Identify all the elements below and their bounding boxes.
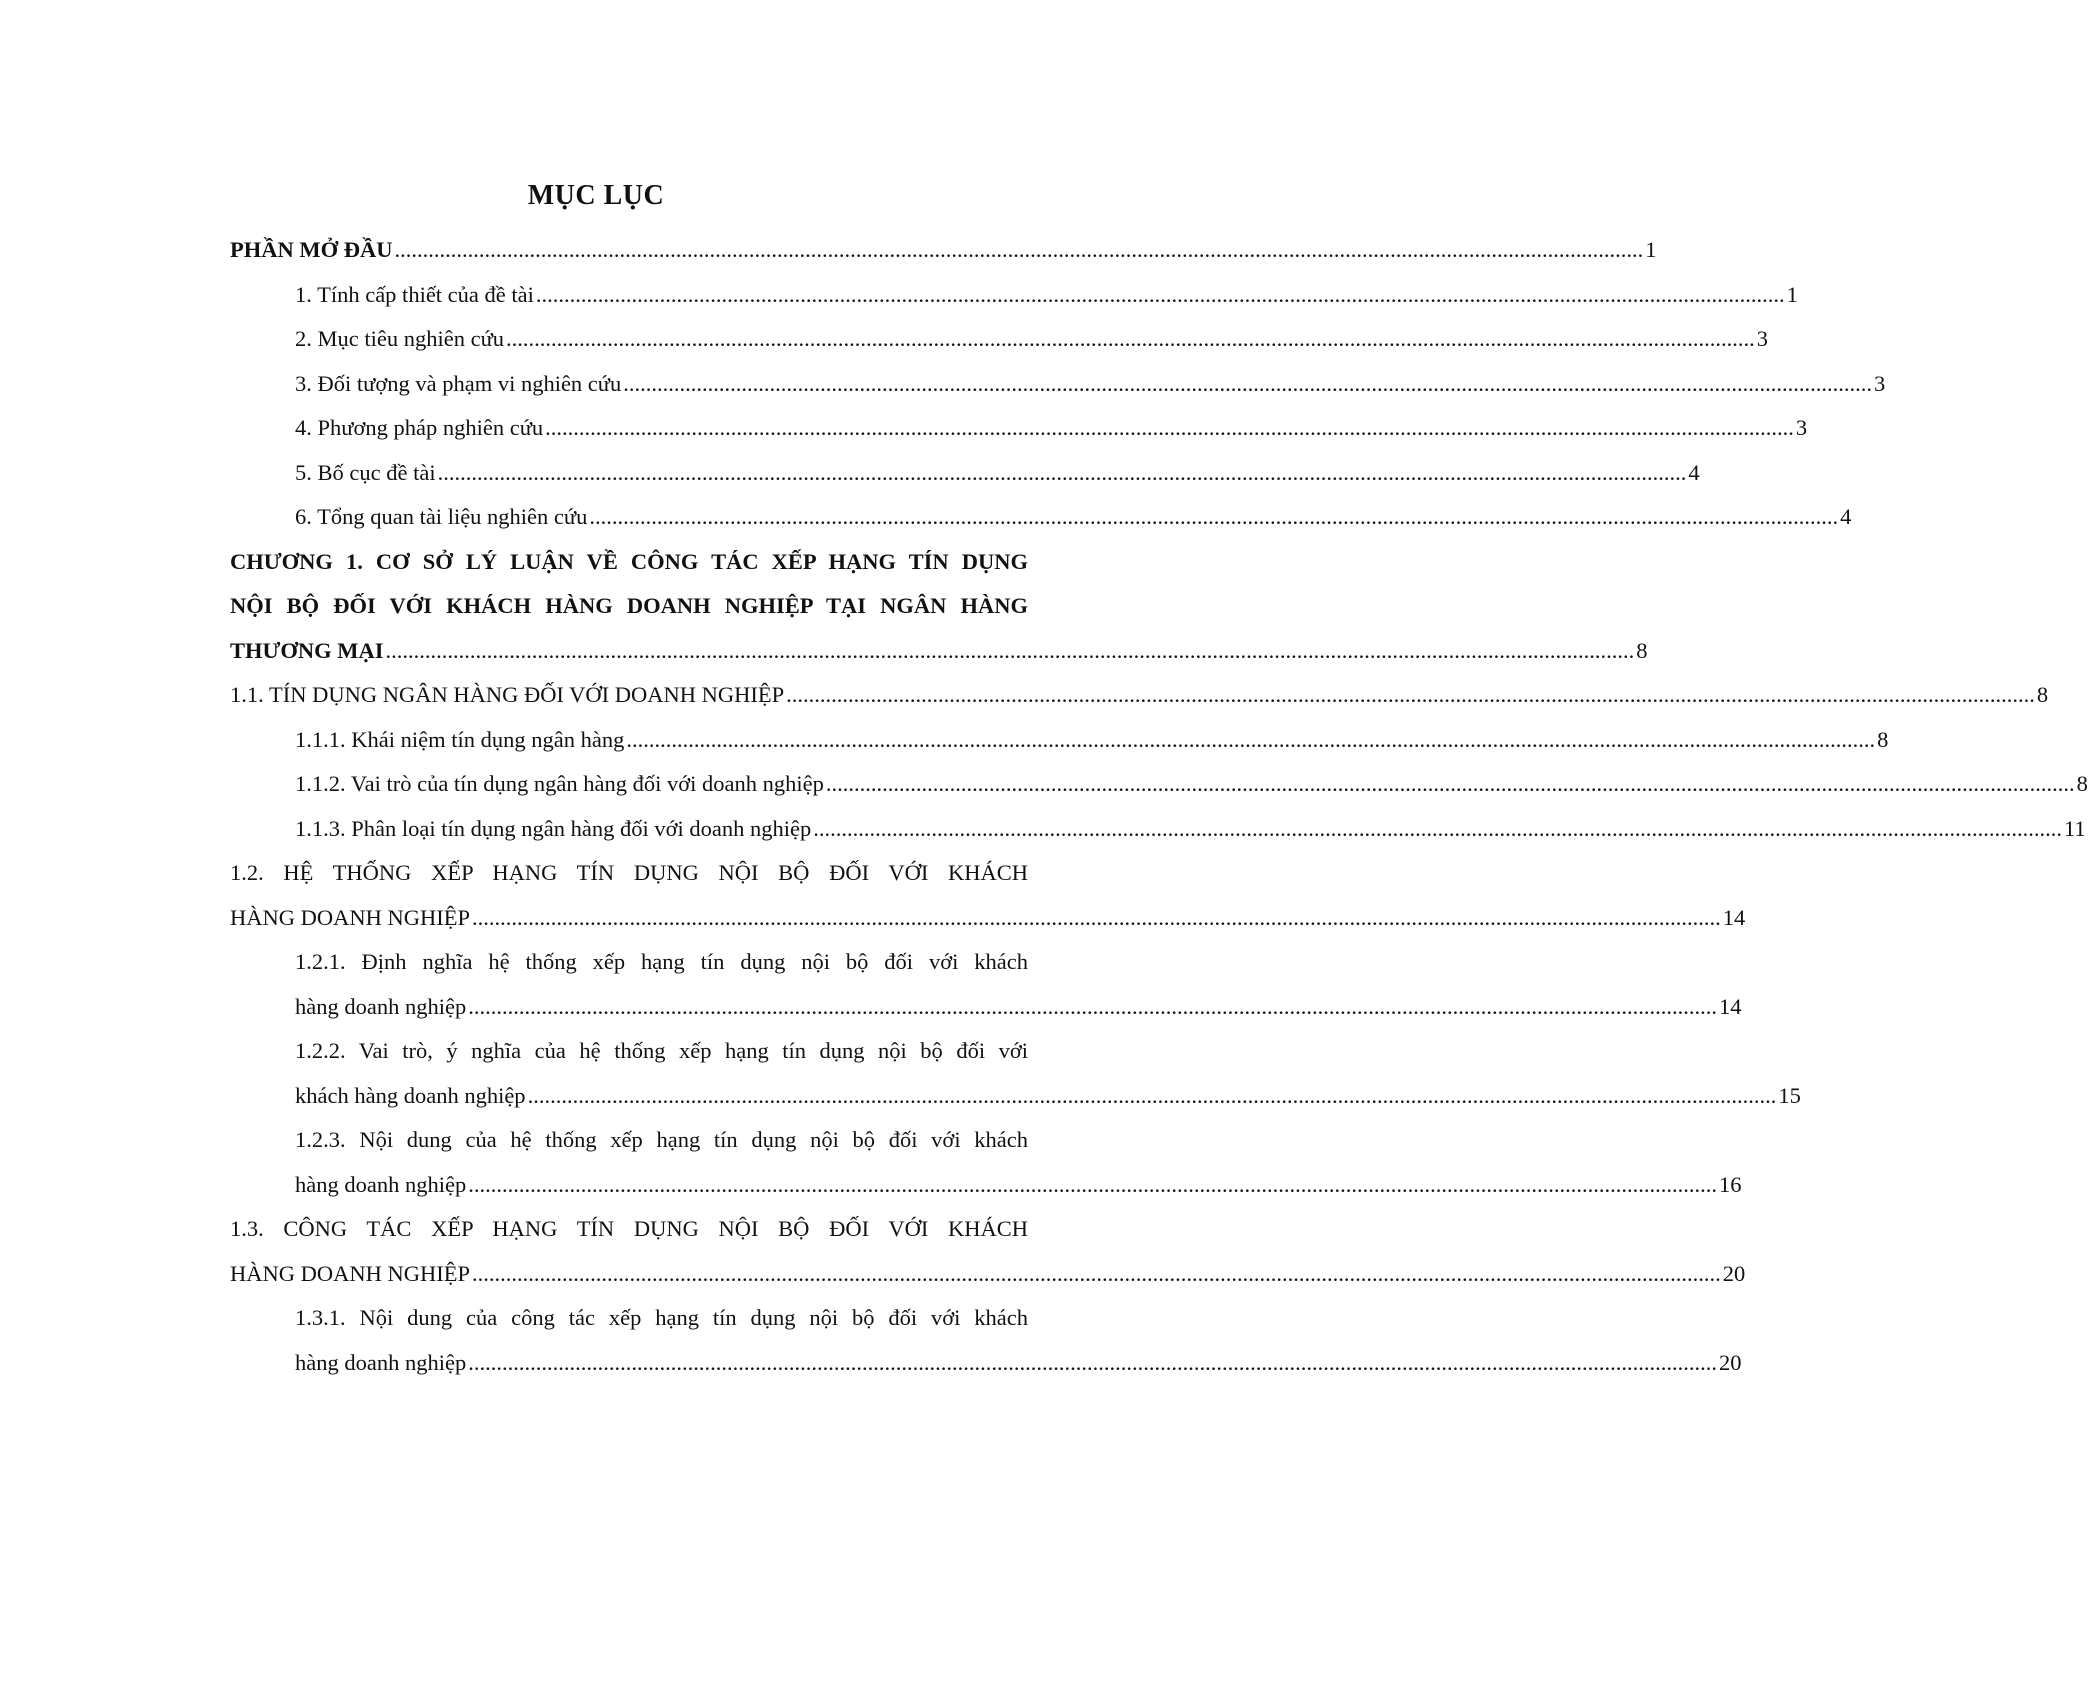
toc-leader-dots: .............................................................................................................................................................................................................................. (472, 1260, 1721, 1286)
toc-title: MỤC LỤC (527, 180, 665, 211)
toc-page-number: 14 (1722, 904, 1746, 930)
toc-entry-structure[interactable] (295, 451, 1700, 496)
toc-leader-dots: .............................................................................................................................................................................................................................. (527, 1082, 1777, 1108)
toc-leader-dots: .............................................................................................................................................................................................................................. (623, 370, 1872, 396)
toc-page-number: 4 (1688, 459, 1700, 485)
toc-page-number: 3 (1795, 415, 1808, 440)
toc-entry-text: hàng doanh nghiệp (295, 993, 467, 1019)
toc-page-number: 11 (2063, 815, 2086, 841)
toc-entry-1-1[interactable] (230, 673, 2049, 718)
toc-entry-methods[interactable] (295, 406, 1808, 451)
toc-leader-dots: .............................................................................................................................................................................................................................. (535, 281, 1785, 307)
toc-page-number: 8 (1636, 637, 1648, 663)
toc-page-number: 8 (2076, 771, 2088, 796)
toc-entry-1-1-1[interactable] (295, 718, 1889, 763)
toc-entry-text: hàng doanh nghiệp (295, 1171, 467, 1197)
toc-entry-text: hàng doanh nghiệp (295, 1349, 467, 1375)
toc-entry-scope[interactable] (295, 362, 1886, 407)
toc-entry-1-3-line1[interactable] (230, 1207, 1028, 1252)
toc-entry-1-3-1-line1[interactable] (295, 1296, 1028, 1341)
toc-leader-dots: .............................................................................................................................................................................................................................. (545, 415, 1794, 440)
toc-leader-dots: .............................................................................................................................................................................................................................. (468, 993, 1717, 1019)
toc-entry-text: 1.2.3. Nội dung của hệ thống xếp hạng tín dụng nội bộ đối với khách (295, 1127, 1028, 1152)
toc-entry-text: PHẦN MỞ ĐẦU (230, 237, 393, 262)
toc-entry-literature[interactable] (295, 495, 1852, 540)
toc-entry-text: 1.1.3. Phân loại tín dụng ngân hàng đối với doanh nghiệp (295, 815, 812, 841)
toc-entry-1-2-1-line2[interactable] (295, 985, 1742, 1030)
toc-entry-chapter1-line3[interactable] (230, 629, 1648, 674)
toc-entry-1-1-3[interactable] (295, 807, 2086, 852)
toc-page-number: 3 (1874, 370, 1886, 396)
toc-page-number: 14 (1718, 993, 1742, 1019)
toc-leader-dots: .............................................................................................................................................................................................................................. (385, 637, 1635, 663)
toc-page-number: 8 (2036, 682, 2049, 707)
toc-leader-dots: .............................................................................................................................................................................................................................. (825, 771, 2075, 796)
toc-entry-text: 1.3. CÔNG TÁC XẾP HẠNG TÍN DỤNG NỘI BỘ ĐỐI VỚI KHÁCH (230, 1216, 1028, 1241)
toc-entry-text: 6. Tổng quan tài liệu nghiên cứu (295, 504, 588, 529)
toc-entry-chapter1-line1[interactable] (230, 540, 1028, 585)
toc-page-number: 1 (1645, 237, 1657, 262)
toc-entry-text: 1. Tính cấp thiết của đề tài (295, 281, 534, 307)
toc-page-number: 16 (1718, 1171, 1742, 1197)
toc-leader-dots: .............................................................................................................................................................................................................................. (468, 1349, 1717, 1375)
toc-entry-text: 5. Bố cục đề tài (295, 459, 436, 485)
toc-entry-text: 1.3.1. Nội dung của công tác xếp hạng tín dụng nội bộ đối với khách (295, 1305, 1028, 1330)
toc-page-number: 20 (1722, 1260, 1746, 1286)
toc-entry-1-2-2-line2[interactable] (295, 1074, 1801, 1119)
toc-entry-1-2-1-line1[interactable] (295, 940, 1028, 985)
toc-entry-text: 1.1. TÍN DỤNG NGÂN HÀNG ĐỐI VỚI DOANH NGHIỆP (230, 682, 785, 707)
toc-leader-dots: .............................................................................................................................................................................................................................. (813, 815, 2062, 841)
toc-entry-text: khách hàng doanh nghiệp (295, 1082, 526, 1108)
toc-leader-dots: .............................................................................................................................................................................................................................. (589, 504, 1839, 529)
toc-entry-urgency[interactable] (295, 273, 1798, 318)
toc-entry-1-1-2[interactable] (295, 762, 2088, 807)
toc-leader-dots: .............................................................................................................................................................................................................................. (626, 726, 1876, 752)
toc-entry-text: THƯƠNG MẠI (230, 637, 384, 663)
toc-entry-text: 1.1.1. Khái niệm tín dụng ngân hàng (295, 726, 625, 752)
toc-leader-dots: .............................................................................................................................................................................................................................. (472, 904, 1721, 930)
toc-entry-1-2-3-line2[interactable] (295, 1163, 1742, 1208)
toc-leader-dots: .............................................................................................................................................................................................................................. (437, 459, 1687, 485)
toc-leader-dots: .............................................................................................................................................................................................................................. (506, 326, 1755, 351)
toc-entry-1-2-2-line1[interactable] (295, 1029, 1028, 1074)
toc-leader-dots: .............................................................................................................................................................................................................................. (394, 237, 1644, 262)
toc-entry-1-2-line2[interactable] (230, 896, 1746, 941)
toc-entry-text: HÀNG DOANH NGHIỆP (230, 904, 470, 930)
toc-entry-text: 2. Mục tiêu nghiên cứu (295, 326, 505, 351)
toc-leader-dots: .............................................................................................................................................................................................................................. (786, 682, 2035, 707)
toc-entry-text: 1.2.1. Định nghĩa hệ thống xếp hạng tín dụng nội bộ đối với khách (295, 949, 1028, 974)
toc-leader-dots: .............................................................................................................................................................................................................................. (468, 1171, 1717, 1197)
toc-entry-text: CHƯƠNG 1. CƠ SỞ LÝ LUẬN VỀ CÔNG TÁC XẾP HẠNG TÍN DỤNG (230, 548, 1028, 574)
toc-entry-text: 4. Phương pháp nghiên cứu (295, 415, 544, 440)
toc-entry-1-2-line1[interactable] (230, 851, 1028, 896)
toc-entry-text: HÀNG DOANH NGHIỆP (230, 1260, 470, 1286)
toc-entry-text: 1.1.2. Vai trò của tín dụng ngân hàng đối với doanh nghiệp (295, 771, 824, 796)
toc-entry-intro[interactable] (230, 228, 1657, 273)
toc-entry-text: 3. Đối tượng và phạm vi nghiên cứu (295, 370, 622, 396)
toc-entry-1-3-1-line2[interactable] (295, 1341, 1742, 1386)
toc-page-number: 8 (1877, 726, 1889, 752)
toc-entry-text: NỘI BỘ ĐỐI VỚI KHÁCH HÀNG DOANH NGHIỆP TẠI NGÂN HÀNG (230, 593, 1028, 618)
toc-entry-text: 1.2. HỆ THỐNG XẾP HẠNG TÍN DỤNG NỘI BỘ ĐỐI VỚI KHÁCH (230, 860, 1028, 885)
toc-page-number: 20 (1718, 1349, 1742, 1375)
toc-page-number: 1 (1786, 281, 1798, 307)
toc-entry-objectives[interactable] (295, 317, 1769, 362)
toc-entry-1-3-line2[interactable] (230, 1252, 1746, 1297)
toc-entry-chapter1-line2[interactable] (230, 584, 1028, 629)
toc-page-number: 4 (1840, 504, 1852, 529)
table-of-contents (230, 228, 2088, 1385)
toc-page-number: 15 (1778, 1082, 1801, 1108)
toc-page-number: 3 (1756, 326, 1769, 351)
toc-entry-1-2-3-line1[interactable] (295, 1118, 1028, 1163)
toc-entry-text: 1.2.2. Vai trò, ý nghĩa của hệ thống xếp hạng tín dụng nội bộ đối với (295, 1038, 1028, 1063)
